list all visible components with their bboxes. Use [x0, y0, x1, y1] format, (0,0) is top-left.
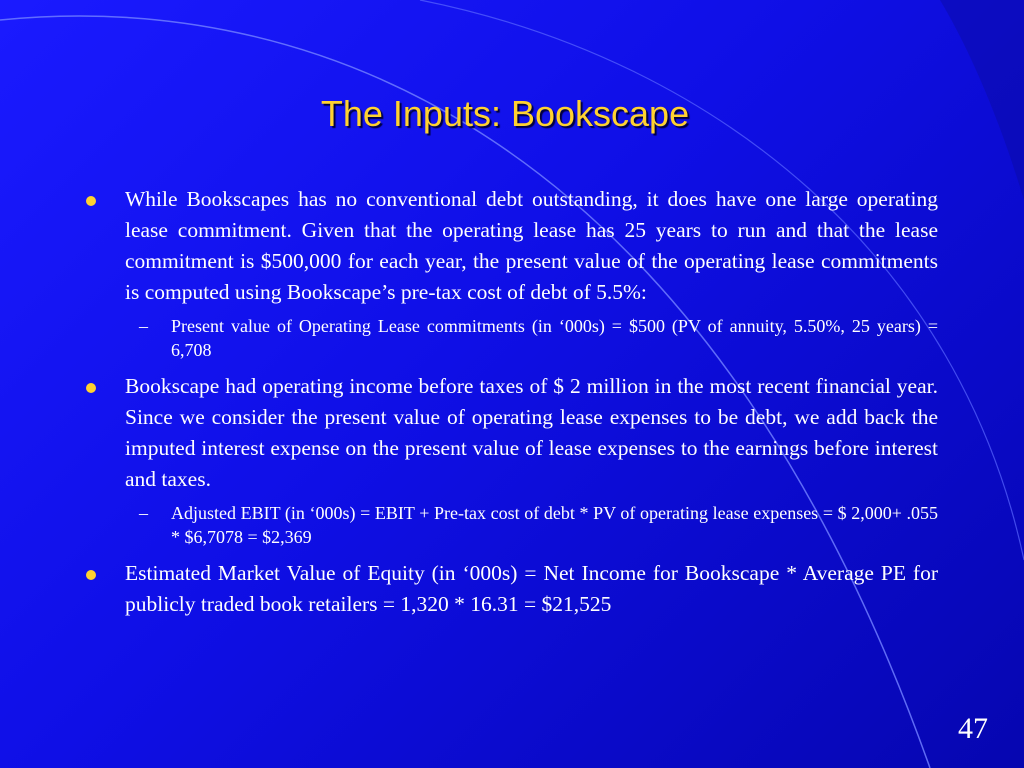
bullet-item [86, 371, 938, 495]
bullet-icon [86, 570, 96, 580]
bullet-text: While Bookscapes has no conventional debt outstanding, it does have one large operating lease commitment. Given that the operating lease has 25 years to run and that the lease commitment is $500,000 for each year, the present value of the operating lease commitments is computed using Bookscape’s pre-tax cost of debt of 5.5%: [125, 187, 938, 304]
bullet-item [86, 558, 938, 620]
dash-marker: – [139, 316, 148, 336]
bullet-list [86, 184, 938, 626]
sub-bullet-text: Adjusted EBIT (in ‘000s) = EBIT + Pre-tax cost of debt * PV of operating lease expenses = $ 2,000+ .055 * $6,7078 = $2,369 [171, 503, 938, 547]
sub-bullet-text: Present value of Operating Lease commitments (in ‘000s) = $500 (PV of annuity, 5.50%, 25 years) = 6,708 [171, 316, 938, 360]
bullet-icon [86, 383, 96, 393]
slide-title: The Inputs: Bookscape [320, 93, 690, 134]
bullet-icon [86, 196, 96, 206]
page-number: 47 [958, 712, 988, 745]
bullet-text: Bookscape had operating income before taxes of $ 2 million in the most recent financial year. Since we consider the present value of operating lease expenses to be debt, we add back the imputed interest expense on the present value of lease expenses to the earnings before interest and taxes. [125, 374, 938, 491]
sub-bullet-item [139, 314, 938, 362]
bullet-item [86, 184, 938, 308]
bullet-text: Estimated Market Value of Equity (in ‘000s) = Net Income for Bookscape * Average PE for publicly traded book retailers = 1,320 * 16.31 = $21,525 [125, 561, 938, 616]
sub-bullet-item [139, 501, 938, 549]
dash-marker: – [139, 503, 148, 523]
